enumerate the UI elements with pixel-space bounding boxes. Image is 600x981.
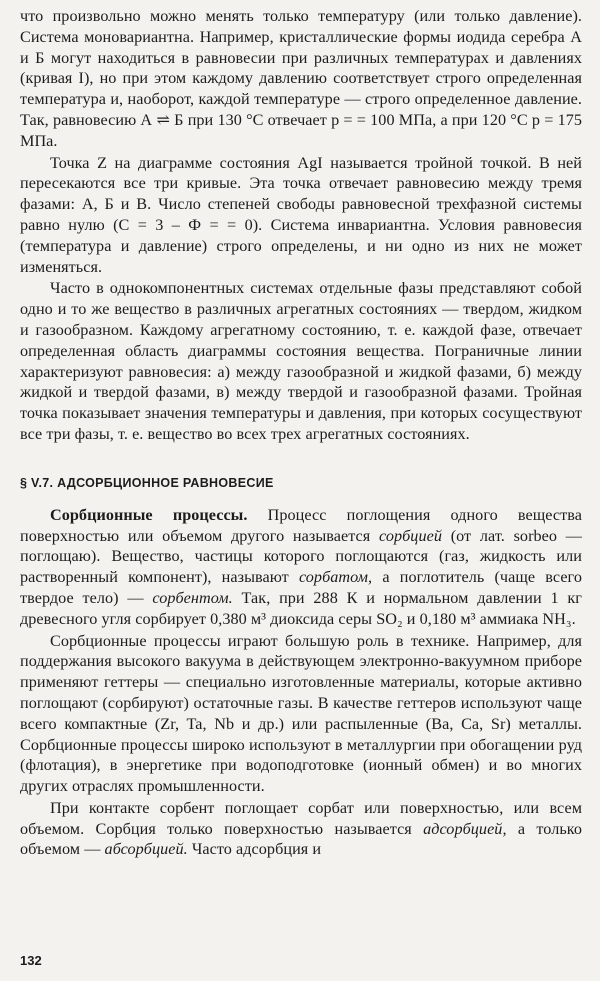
paragraph-getters: Сорбционные процессы играют большую роль в технике. Например, для поддержания высокого вакуума в действующем электронно-вакуумном приборе применяют геттеры — специально изготовленные материалы, которые активно поглощают (сорбируют) остаточные газы. В качестве геттеров используют чаще всего компактные (Zr, Ta, Nb и др.) или распыленные (Ba, Ca, Sr) металлы. Сорбционные процессы широко используют в металлургии при обогащении руд (флотация), в энергетике при водоподготовке (ионный обмен) и во многих других отраслях промышленности. [20,631,582,796]
text-run: Часто адсорбция и [187,840,322,859]
term-adsorption: адсорбцией, [423,819,507,838]
text-run: При контакте сорбент поглощает сорбат или поверхностью, или всем объемом. Сорбция только поверхностью называется [20,798,582,838]
paragraph-monovariant: что произвольно можно менять только температуру (или только давление). Система моновариантна. Например, кристаллические формы иодида серебра А и Б могут находиться в равновесии при различных температурах и давлениях (кривая I), но при этом каждому давлению соответствует строго определенная температура и, наоборот, каждой температуре — строго определенное давление. Так, равновесию А ⇌ Б при 130 °С отвечает p = = 100 МПа, а при 120 °С p = 175 МПа. [20,7,582,150]
text-run: а только объемом — [20,819,582,859]
paragraph-sorption-processes [20,505,582,630]
term-sorbate: сорбатом, [298,568,373,587]
run-in-heading: Сорбционные процессы. [50,505,248,524]
page-number: 132 [20,953,42,968]
text-run: (от лат. sorbeo — поглощаю). Вещество, частицы которого поглощаются (газ, жидкость или растворенный компонент), называют [20,526,582,587]
paragraph-adsorption-absorption [20,798,582,860]
term-absorption: абсорбцией. [104,840,188,859]
section-heading: § V.7. АДСОРБЦИОННОЕ РАВНОВЕСИЕ [20,475,274,490]
paragraph-aggregate-states: Часто в однокомпонентных системах отдельные фазы представляют собой одно и то же вещество в различных агрегатных состояниях — твердом, жидком и газообразном. Каждому агрегатному состоянию, т. е. каждой фазе, отвечает определенная область диаграммы состояния вещества. Пограничные линии характеризуют равновесия: а) между газообразной и жидкой фазами, б) между жидкой и твердой фазами, в) между твердой и газообразной фазами. Тройная точка показывает значения температуры и давления, при которых сосуществуют все три фазы, т. е. вещество во всех трех агрегатных состояниях. [20,279,582,443]
text-run: а поглотитель (чаще всего твердое тело) — [20,568,582,607]
term-sorption: сорбцией [378,526,442,545]
text-run: Процесс поглощения одного вещества поверхностью или объемом другого называется [20,505,582,545]
term-sorbent: сорбентом. [152,588,233,607]
paragraph-triple-point: Точка Z на диаграмме состояния AgI называется тройной точкой. В ней пересекаются все три кривые. Эта точка отвечает равновесию между тремя фазами: А, Б и В. Число степеней свободы равновесной трехфазной системы равно нулю (С = 3 – Ф = = 0). Система инвариантна. Условия равновесия (температура и давление) строго определены, и ни одно из них не может изменяться. [20,153,582,276]
text-run: Так, при 288 К и нормальном давлении 1 кг древесного угля сорбирует 0,380 м³ диоксида серы SO₂ и 0,180 м³ аммиака NH₃. [20,588,582,628]
